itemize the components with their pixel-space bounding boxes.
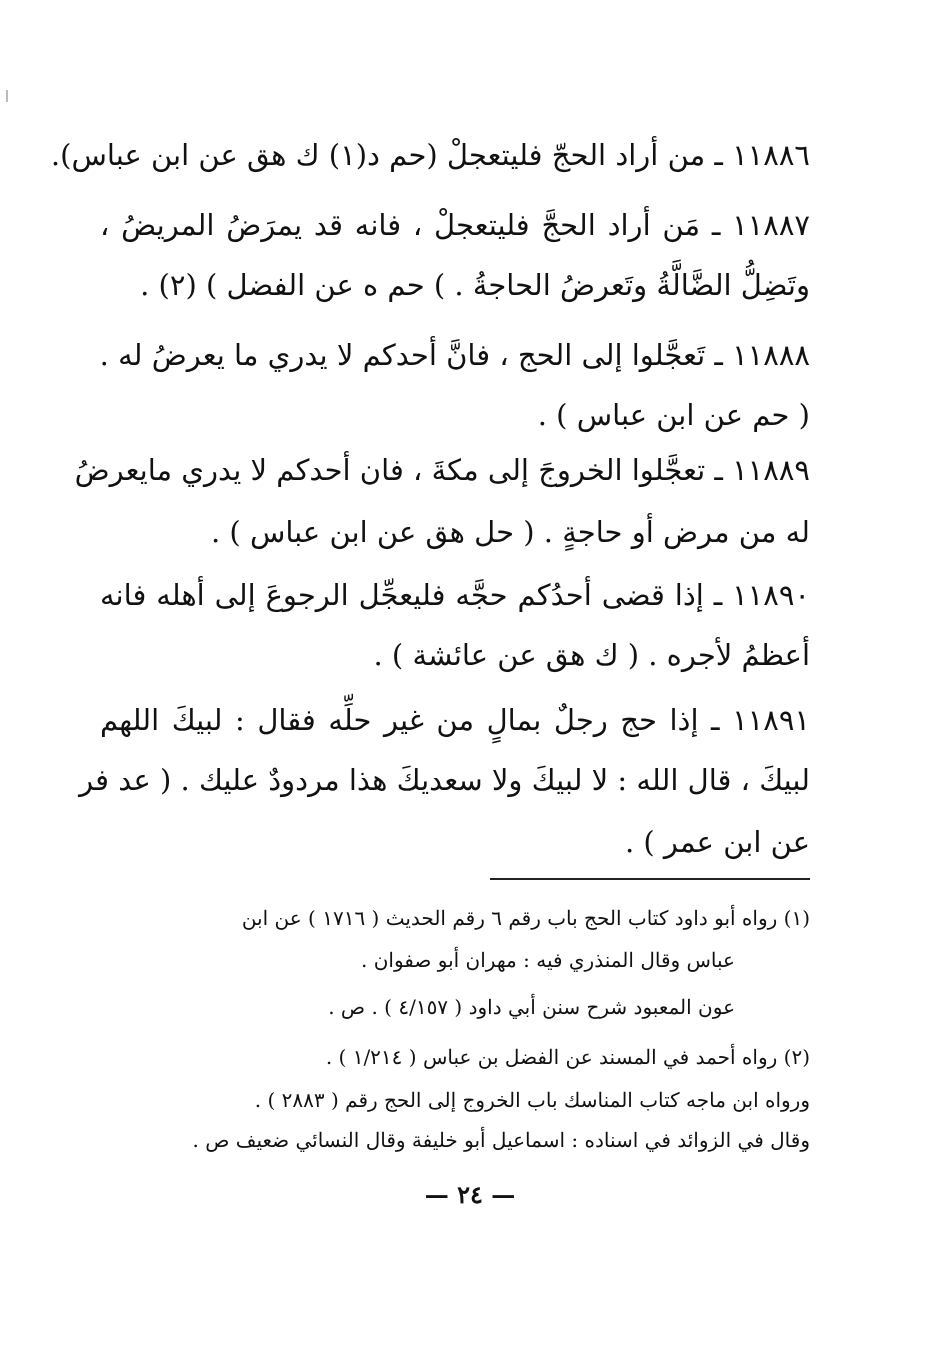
page-number: — ٢٤ — <box>424 1180 516 1209</box>
hadith-11888-line2: ( حم عن ابن عباس ) . <box>537 398 810 432</box>
hadith-11889-line1: ١١٨٨٩ ـ تعجَّلوا الخروجَ إلى مكةَ ، فان أحدكم لا يدري مايعرضُ <box>74 453 810 487</box>
hadith-11891-line3: عن ابن عمر ) . <box>624 825 810 859</box>
footnote-1-line1: (١) رواه أبو داود كتاب الحج باب رقم ٦ رقم الحديث ( ١٧١٦ ) عن ابن <box>241 906 810 930</box>
hadith-11887-line1: ١١٨٨٧ ـ مَن أراد الحجَّ فليتعجلْ ، فانه قد يمرَضُ المريضُ ، <box>100 208 810 242</box>
hadith-11887-line2: وتَضِلُّ الضَّالَّةُ وتَعرضُ الحاجةُ . ) حم ه عن الفضل ) (٢) . <box>140 268 810 302</box>
hadith-11890-line2: أعظمُ لأجره . ( ك هق عن عائشة ) . <box>373 638 810 672</box>
footnote-1-line3: عون المعبود شرح سنن أبي داود ( ٤/١٥٧ ) . ص . <box>328 995 735 1019</box>
hadith-11891-line2: لبيكَ ، قال الله : لا لبيكَ ولا سعديكَ هذا مردودٌ عليك . ( عد فر <box>79 763 810 797</box>
hadith-11889-line2: له من مرض أو حاجةٍ . ( حل هق عن ابن عباس ) . <box>210 515 810 549</box>
hadith-11890-line1: ١١٨٩٠ ـ إذا قضى أحدُكم حجَّه فليعجِّل الرجوعَ إلى أهله فانه <box>100 578 810 612</box>
footnote-2-line3: وقال في الزوائد في اسناده : اسماعيل أبو خليفة وقال النسائي ضعيف ص . <box>192 1128 810 1152</box>
hadith-11891-line1: ١١٨٩١ ـ إذا حج رجلٌ بمالٍ من غير حلِّه فقال : لبيكَ اللهم <box>100 703 810 737</box>
hadith-11886: ١١٨٨٦ ـ من أراد الحجّ فليتعجلْ (حم د(١) ك هق عن ابن عباس). <box>50 138 810 172</box>
footnote-separator <box>490 878 810 880</box>
footnote-2-line1: (٢) رواه أحمد في المسند عن الفضل بن عباس ( ١/٢١٤ ) . <box>325 1045 810 1069</box>
footnote-2-line2: ورواه ابن ماجه كتاب المناسك باب الخروج إلى الحج رقم ( ٢٨٨٣ ) . <box>254 1088 810 1112</box>
scan-mark <box>6 90 8 102</box>
hadith-11888-line1: ١١٨٨٨ ـ تَعجَّلوا إلى الحج ، فانَّ أحدكم لا يدري ما يعرضُ له . <box>99 338 810 372</box>
footnote-1-line2: عباس وقال المنذري فيه : مهران أبو صفوان . <box>361 948 735 972</box>
